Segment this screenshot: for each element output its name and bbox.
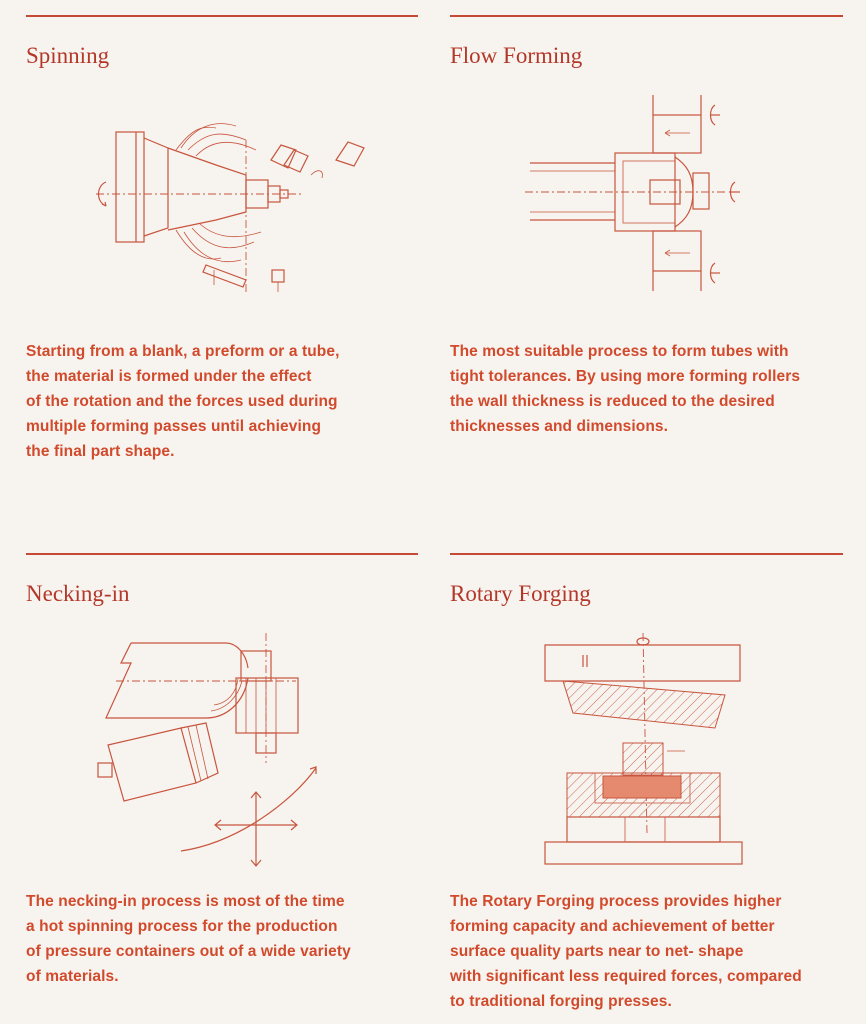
description-line: the wall thickness is reduced to the desired [450, 393, 775, 410]
flow-forming-illustration [525, 95, 775, 295]
description-line: with significant less required forces, compared [450, 968, 802, 985]
section-title: Flow Forming [450, 43, 583, 68]
section-divider [26, 553, 418, 555]
description-line: Starting from a blank, a preform or a tube, [26, 343, 340, 360]
description-line: forming capacity and achievement of better [450, 918, 775, 935]
section-divider [450, 15, 843, 17]
description-line: tight tolerances. By using more forming rollers [450, 368, 801, 385]
description-line: of materials. [26, 968, 119, 985]
section-title: Necking-in [26, 581, 130, 606]
section-description [26, 889, 351, 989]
section-divider [450, 553, 843, 555]
description-line: of pressure containers out of a wide variety [26, 943, 351, 960]
description-line: The necking-in process is most of the time [26, 893, 345, 910]
spinning-illustration [96, 120, 386, 295]
section-title: Spinning [26, 43, 110, 68]
description-line: The most suitable process to form tubes with [450, 343, 789, 360]
description-line: surface quality parts near to net- shape [450, 943, 744, 960]
necking-in-illustration [96, 633, 366, 873]
description-line: the material is formed under the effect [26, 368, 312, 385]
section-description [450, 889, 802, 1014]
description-line: multiple forming passes until achieving [26, 418, 322, 435]
description-line: of the rotation and the forces used during [26, 393, 338, 410]
section-description [26, 339, 340, 464]
description-line: thicknesses and dimensions. [450, 418, 669, 435]
section-title: Rotary Forging [450, 581, 591, 606]
description-line: the final part shape. [26, 443, 175, 460]
section-divider [26, 15, 418, 17]
section-description [450, 339, 800, 439]
rotary-forging-illustration [535, 633, 750, 868]
description-line: to traditional forging presses. [450, 993, 672, 1010]
description-line: The Rotary Forging process provides higher [450, 893, 782, 910]
description-line: a hot spinning process for the production [26, 918, 338, 935]
